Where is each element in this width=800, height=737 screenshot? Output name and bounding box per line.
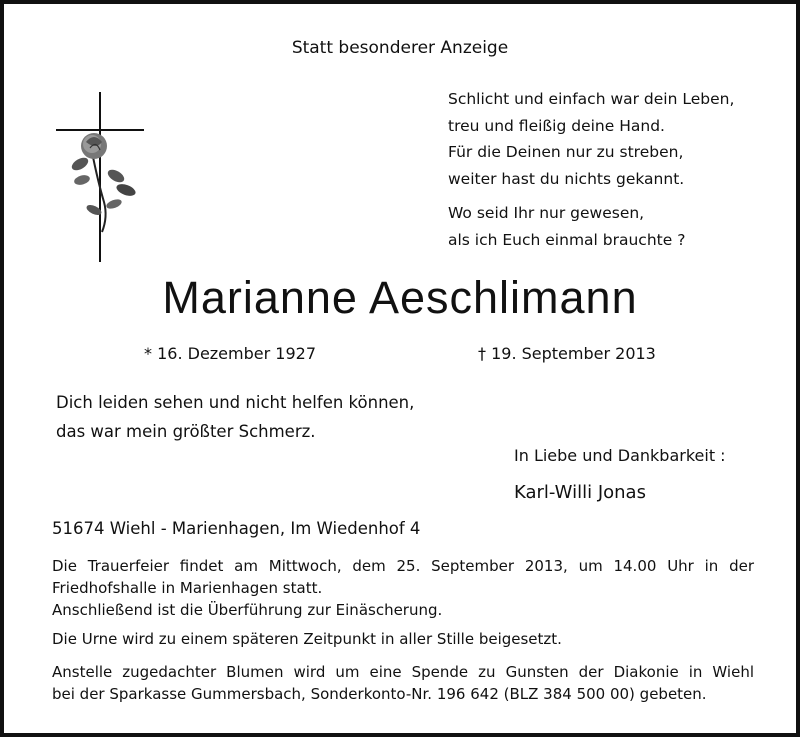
signature-name: Karl-Willi Jonas [514, 482, 646, 503]
signature-intro: In Liebe und Dankbarkeit : [514, 446, 726, 465]
quote-line: Dich leiden sehen und nicht helfen können, [56, 393, 415, 412]
cross-with-rose-icon [52, 92, 148, 262]
poem-line: treu und fleißig deine Hand. [448, 116, 665, 135]
info-line: Anschließend ist die Überführung zur Einäscherung. [52, 601, 443, 619]
poem-line: als ich Euch einmal brauchte ? [448, 230, 686, 249]
donation-info [52, 661, 754, 705]
death-date: † 19. September 2013 [478, 344, 656, 363]
poem-line: weiter hast du nichts gekannt. [448, 169, 685, 188]
info-line: bei der Sparkasse Gummersbach, Sonderkonto-Nr. 196 642 (BLZ 384 500 00) gebeten. [52, 685, 707, 703]
funeral-info [52, 555, 754, 621]
poem-stanza [448, 86, 734, 192]
address: 51674 Wiehl - Marienhagen, Im Wiedenhof 4 [52, 519, 421, 538]
birth-date: * 16. Dezember 1927 [144, 344, 316, 363]
poem-line: Für die Deinen nur zu streben, [448, 143, 684, 161]
poem-line: Wo seid Ihr nur gewesen, [448, 204, 645, 222]
deceased-name: Marianne Aeschlimann [162, 272, 638, 323]
info-line: Die Urne wird zu einem späteren Zeitpunkt in aller Stille beigesetzt. [52, 630, 562, 648]
poem-stanza [448, 200, 734, 253]
poem [448, 86, 734, 261]
header-text: Statt besonderer Anzeige [291, 38, 509, 58]
info-line: Anstelle zugedachter Blumen wird um eine Spende zu Gunsten der Diakonie in Wiehl [52, 663, 754, 681]
poem-line: Schlicht und einfach war dein Leben, [448, 90, 735, 108]
quote-line: das war mein größter Schmerz. [56, 422, 316, 441]
urn-info [52, 628, 754, 650]
quote [56, 388, 414, 446]
info-line: Friedhofshalle in Marienhagen statt. [52, 579, 323, 597]
info-line: Die Trauerfeier findet am Mittwoch, dem 25. September 2013, um 14.00 Uhr in der [52, 557, 754, 575]
